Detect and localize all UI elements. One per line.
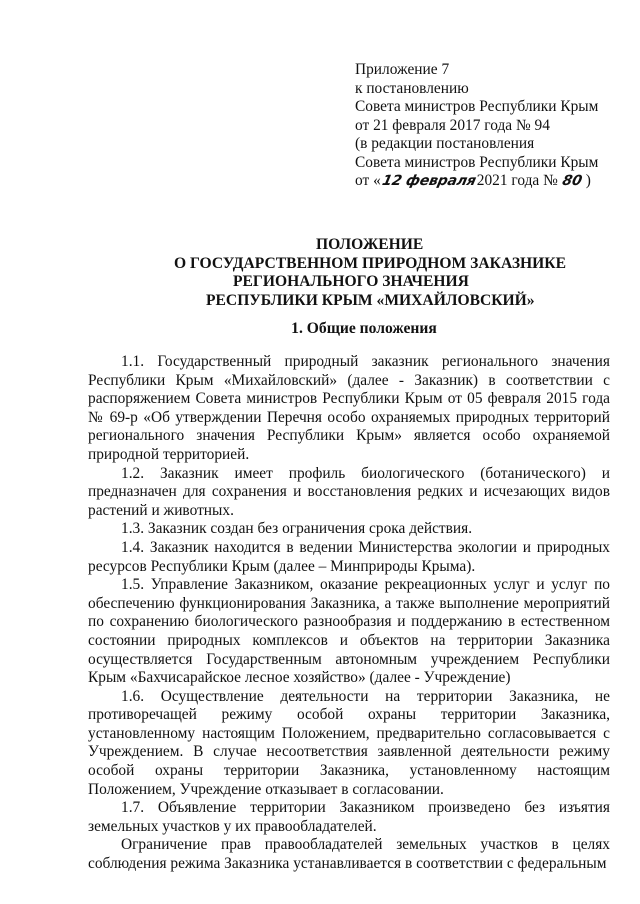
- title-line: РЕСПУБЛИКИ КРЫМ «МИХАЙЛОВСКИЙ»: [206, 291, 535, 309]
- paragraph: 1.1. Государственный природный заказник регионального значения Республики Крым «Михайловский» (далее - Заказник) в соответствии с распоряжением Совета министров Республики Крым от 05 февраля 2015 года № 69-р «Об утверждении Перечня особо охраняемых природных территорий регионального значения Республики Крым» является особо охраняемой природной территорией.: [88, 353, 610, 463]
- handwritten-number: 80: [560, 173, 584, 189]
- paragraph: 1.6. Осуществление деятельности на территории Заказника, не противоречащей режиму особой охраны территории Заказника, установленному настоящим Положением, предварительно согласовывается с Учреждением. В случае несоответствия заявленной деятельности режиму особой охраны территории Заказника, установленному настоящим Положением, Учреждение отказывает в согласовании.: [88, 687, 610, 798]
- appendix-line: Совета министров Республики Крым: [355, 98, 599, 115]
- section-heading: 1. Общие положения: [291, 320, 437, 337]
- date-middle: 2021 года №: [476, 172, 558, 189]
- paragraph: Ограничение прав правообладателей земельных участков в целях соблюдения режима Заказника устанавливается в соответствии с федеральным: [88, 836, 610, 873]
- paragraph: 1.7. Объявление территории Заказником произведено без изъятия земельных участков у их правообладателей.: [88, 799, 610, 835]
- appendix-line: Совета министров Республики Крым: [355, 153, 599, 171]
- appendix-line: от 21 февраля 2017 года № 94: [355, 116, 550, 134]
- paragraph: 1.4. Заказник находится в ведении Министерства экологии и природных ресурсов Республики Крым (далее – Минприроды Крыма).: [88, 538, 610, 575]
- appendix-line: (в редакции постановления: [355, 135, 535, 152]
- title-line: ПОЛОЖЕНИЕ: [316, 236, 424, 253]
- handwritten-date: 12 февраля: [380, 173, 478, 189]
- paragraph: 1.5. Управление Заказником, оказание рекреационных услуг и услуг по обеспечению функционирования Заказника, а также выполнение мероприятий по сохранению биологического разнообразия и поддержанию в естественном состоянии природных комплексов и объектов на территории Заказника осуществляется Государственным автономным учреждением Республики Крым «Бахчисарайское лесное хозяйство» (далее - Учреждение): [88, 576, 610, 687]
- title-line: О ГОСУДАРСТВЕННОМ ПРИРОДНОМ ЗАКАЗНИКЕ: [174, 254, 567, 272]
- title-line: РЕГИОНАЛЬНОГО ЗНАЧЕНИЯ: [233, 273, 469, 290]
- document-body: [88, 353, 610, 874]
- paragraph: 1.3. Заказник создан без ограничения срока действия.: [121, 520, 473, 538]
- appendix-line: Приложение 7: [355, 61, 450, 78]
- appendix-block: [355, 61, 598, 191]
- appendix-date-line: [355, 172, 598, 191]
- date-suffix: ): [585, 172, 591, 189]
- paragraph: 1.2. Заказник имеет профиль биологического (ботанического) и предназначен для сохранения и восстановления редких и исчезающих видов растений и животных.: [88, 464, 610, 519]
- date-prefix: от «: [355, 172, 381, 189]
- appendix-line: к постановлению: [355, 79, 469, 97]
